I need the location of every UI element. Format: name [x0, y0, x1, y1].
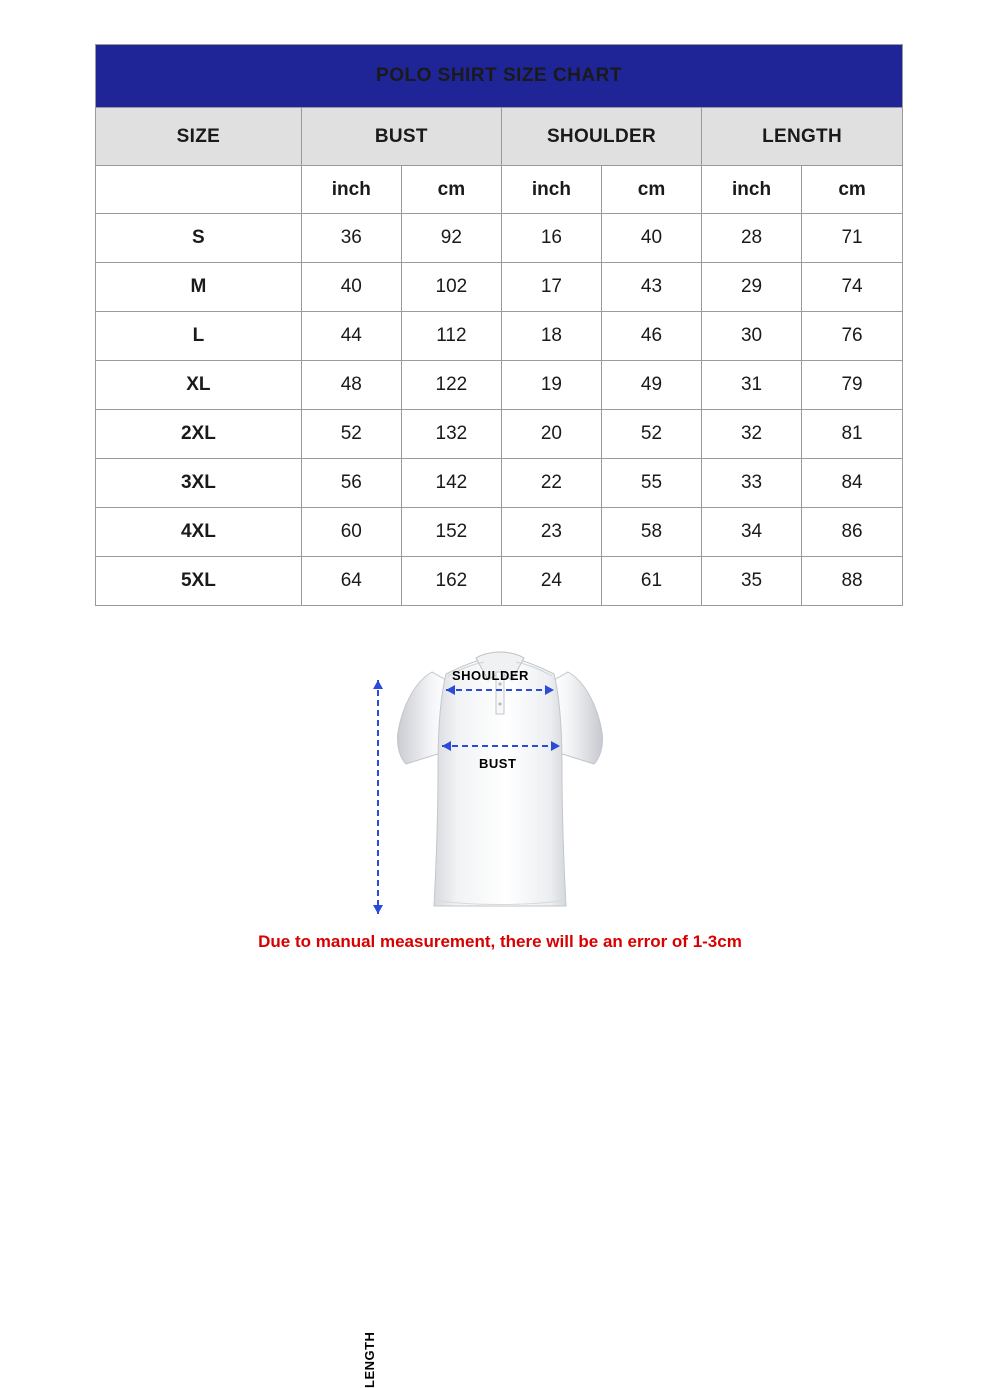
unit-header-row — [96, 166, 903, 214]
cell-length-cm: 88 — [802, 557, 903, 606]
unit-bust-inch: inch — [301, 166, 401, 214]
cell-bust-cm: 142 — [401, 459, 501, 508]
table-row — [96, 263, 903, 312]
cell-shoulder-inch: 22 — [501, 459, 601, 508]
cell-shoulder-cm: 46 — [601, 312, 701, 361]
cell-length-inch: 31 — [702, 361, 802, 410]
cell-length-inch: 32 — [702, 410, 802, 459]
size-chart-table — [95, 44, 903, 606]
table-row — [96, 361, 903, 410]
cell-size: L — [96, 312, 302, 361]
header-length: LENGTH — [702, 108, 903, 166]
cell-bust-inch: 52 — [301, 410, 401, 459]
cell-shoulder-cm: 43 — [601, 263, 701, 312]
bust-label: BUST — [479, 756, 517, 771]
cell-bust-cm: 112 — [401, 312, 501, 361]
cell-shoulder-inch: 20 — [501, 410, 601, 459]
cell-bust-cm: 162 — [401, 557, 501, 606]
cell-bust-inch: 60 — [301, 508, 401, 557]
header-size: SIZE — [96, 108, 302, 166]
table-row — [96, 410, 903, 459]
cell-shoulder-cm: 61 — [601, 557, 701, 606]
unit-shoulder-inch: inch — [501, 166, 601, 214]
cell-bust-cm: 132 — [401, 410, 501, 459]
cell-length-inch: 30 — [702, 312, 802, 361]
cell-shoulder-cm: 52 — [601, 410, 701, 459]
cell-length-cm: 84 — [802, 459, 903, 508]
table-row — [96, 214, 903, 263]
cell-bust-inch: 40 — [301, 263, 401, 312]
cell-length-cm: 81 — [802, 410, 903, 459]
cell-shoulder-inch: 23 — [501, 508, 601, 557]
cell-length-cm: 71 — [802, 214, 903, 263]
cell-bust-cm: 92 — [401, 214, 501, 263]
cell-bust-inch: 36 — [301, 214, 401, 263]
unit-bust-cm: cm — [401, 166, 501, 214]
unit-blank — [96, 166, 302, 214]
cell-bust-cm: 122 — [401, 361, 501, 410]
cell-shoulder-inch: 24 — [501, 557, 601, 606]
cell-size: M — [96, 263, 302, 312]
cell-shoulder-inch: 18 — [501, 312, 601, 361]
cell-length-cm: 76 — [802, 312, 903, 361]
cell-length-inch: 29 — [702, 263, 802, 312]
cell-length-inch: 33 — [702, 459, 802, 508]
table-row — [96, 312, 903, 361]
cell-length-cm: 86 — [802, 508, 903, 557]
cell-size: 3XL — [96, 459, 302, 508]
cell-bust-inch: 64 — [301, 557, 401, 606]
shoulder-label: SHOULDER — [452, 668, 529, 683]
header-shoulder: SHOULDER — [501, 108, 701, 166]
group-header-row — [96, 108, 903, 166]
cell-shoulder-cm: 49 — [601, 361, 701, 410]
cell-bust-inch: 48 — [301, 361, 401, 410]
table-row — [96, 557, 903, 606]
cell-length-inch: 35 — [702, 557, 802, 606]
cell-length-cm: 79 — [802, 361, 903, 410]
cell-shoulder-cm: 40 — [601, 214, 701, 263]
cell-shoulder-inch: 17 — [501, 263, 601, 312]
measurement-note: Due to manual measurement, there will be an error of 1-3cm — [258, 932, 742, 951]
cell-bust-inch: 44 — [301, 312, 401, 361]
length-label: LENGTH — [362, 1331, 377, 1388]
cell-shoulder-inch: 19 — [501, 361, 601, 410]
chart-title-row — [96, 45, 903, 108]
unit-shoulder-cm: cm — [601, 166, 701, 214]
cell-size: 2XL — [96, 410, 302, 459]
length-measure-arrow — [373, 680, 383, 914]
cell-shoulder-cm: 58 — [601, 508, 701, 557]
size-chart-table-wrapper — [95, 44, 903, 606]
unit-length-cm: cm — [802, 166, 903, 214]
page-title: POLO SHIRT SIZE CHART — [96, 45, 903, 108]
unit-length-inch: inch — [702, 166, 802, 214]
cell-size: 5XL — [96, 557, 302, 606]
cell-size: 4XL — [96, 508, 302, 557]
table-row — [96, 508, 903, 557]
cell-bust-inch: 56 — [301, 459, 401, 508]
cell-bust-cm: 152 — [401, 508, 501, 557]
cell-size: S — [96, 214, 302, 263]
cell-shoulder-cm: 55 — [601, 459, 701, 508]
cell-size: XL — [96, 361, 302, 410]
cell-bust-cm: 102 — [401, 263, 501, 312]
table-row — [96, 459, 903, 508]
cell-length-inch: 34 — [702, 508, 802, 557]
header-bust: BUST — [301, 108, 501, 166]
cell-length-inch: 28 — [702, 214, 802, 263]
cell-shoulder-inch: 16 — [501, 214, 601, 263]
cell-length-cm: 74 — [802, 263, 903, 312]
